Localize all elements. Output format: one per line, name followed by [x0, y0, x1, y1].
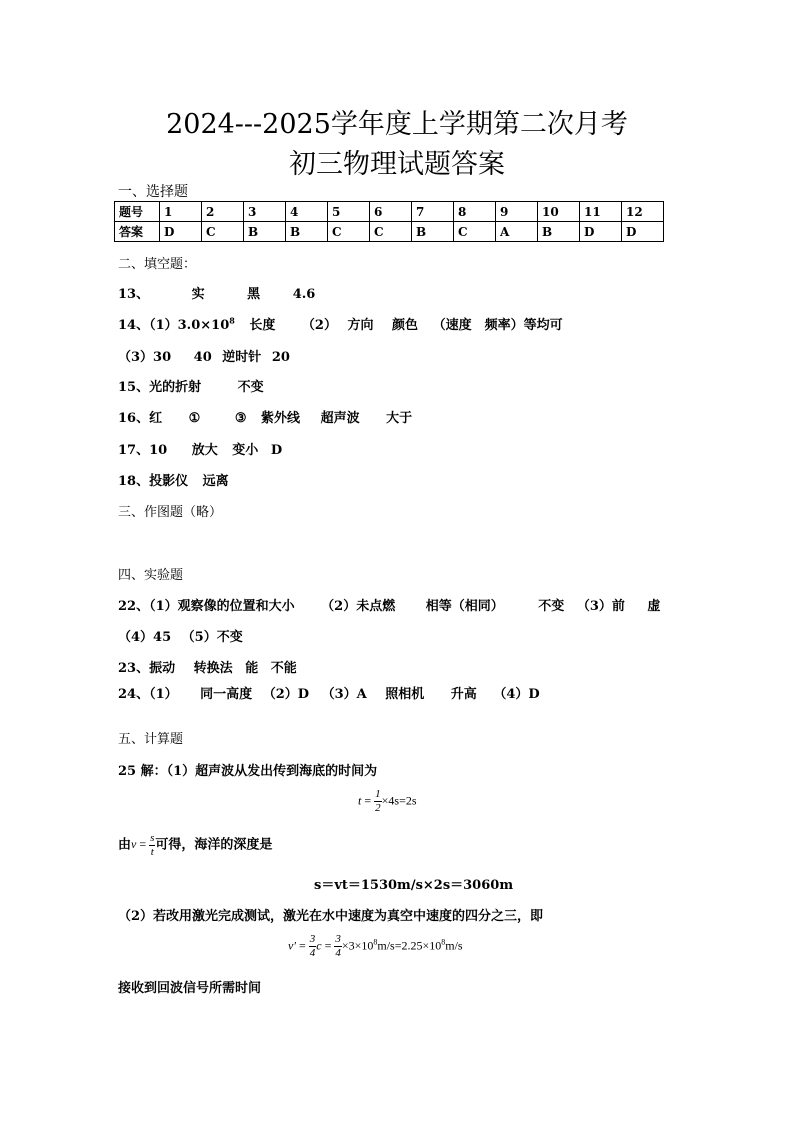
answer-text: 可得，海洋的深度是 — [155, 837, 273, 853]
answer-text: 不变 — [538, 599, 565, 614]
operator: = — [361, 793, 375, 808]
answer-text: 紫外线 — [261, 411, 301, 426]
table-cell: B — [244, 222, 286, 242]
operator: = — [321, 938, 335, 953]
answer-text: （1）观察像的位置和大小 — [149, 599, 295, 614]
answer-line-24 — [118, 683, 540, 702]
section3-heading: 三、作图题（略） — [118, 505, 223, 520]
answer-text: 40 — [193, 350, 212, 365]
table-cell: 7 — [412, 202, 454, 222]
answer-text: 超声波 — [320, 411, 360, 426]
answer-text: （速度 频率）等均可 — [432, 318, 563, 333]
numerator: 3 — [309, 933, 316, 945]
answer-text: 振动 — [149, 661, 176, 676]
circled-three: ③ — [234, 411, 247, 426]
answer-text: （3）30 — [118, 350, 172, 365]
page-title: 2024---2025学年度上学期第二次月考 — [166, 109, 628, 140]
equation-time — [358, 788, 417, 815]
answer-text: 颜色 — [392, 318, 419, 333]
question-number: 18、 — [118, 474, 150, 489]
answer-text: 光的折射 — [149, 380, 202, 395]
circled-one: ① — [188, 411, 201, 426]
answer-text: 实 — [191, 287, 205, 302]
fraction — [334, 933, 342, 960]
exponent: 8 — [441, 937, 446, 947]
table-cell: B — [412, 222, 454, 242]
answer-line-15 — [118, 376, 264, 395]
numerator: 3 — [335, 933, 341, 945]
exponent: 8 — [373, 937, 378, 947]
table-cell: 9 — [496, 202, 538, 222]
answer-line-22b — [118, 626, 243, 645]
q25-final: 接收到回波信号所需时间 — [118, 981, 262, 996]
table-cell: A — [496, 222, 538, 242]
answer-text: D — [270, 443, 283, 458]
answer-text: 同一高度 — [200, 687, 253, 702]
operator: = — [136, 837, 150, 852]
answer-text: 20 — [271, 350, 290, 365]
answer-text: 远离 — [202, 474, 229, 489]
row-label-number: 题号 — [115, 202, 160, 222]
answer-text: 相等（相同） — [425, 599, 504, 614]
table-cell: C — [202, 222, 244, 242]
answer-text: 不能 — [270, 661, 297, 676]
table-cell: 8 — [454, 202, 496, 222]
answer-text: 长度 — [249, 318, 276, 333]
answer-text: 升高 — [450, 687, 477, 702]
question-number: 16、 — [118, 411, 150, 426]
answer-text: 变小 — [232, 443, 259, 458]
answer-text: （4）45 — [118, 630, 172, 645]
answer-text: 大于 — [386, 411, 413, 426]
question-number: 24、 — [118, 687, 150, 702]
table-row-answers — [115, 222, 664, 242]
page-subtitle: 初三物理试题答案 — [289, 149, 505, 180]
table-cell: 5 — [328, 202, 370, 222]
table-cell: D — [622, 222, 664, 242]
table-cell: C — [328, 222, 370, 242]
answer-text: （1） — [149, 687, 178, 702]
table-cell: C — [370, 222, 412, 242]
table-cell: C — [454, 222, 496, 242]
variable: c — [316, 938, 322, 953]
table-cell: 1 — [160, 202, 202, 222]
expression: ×4s=2s — [381, 793, 417, 808]
table-cell: 12 — [622, 202, 664, 222]
table-cell: 3 — [244, 202, 286, 222]
answer-text: 不变 — [237, 380, 264, 395]
answer-line-23 — [118, 657, 297, 676]
question-number: 15、 — [118, 380, 150, 395]
denominator: t — [150, 846, 154, 858]
operator: = — [295, 938, 309, 953]
answer-text: （2）D — [262, 687, 310, 702]
answer-text: （5）不变 — [181, 630, 243, 645]
numerator: 1 — [375, 788, 381, 800]
question-number: 13、 — [118, 287, 150, 302]
fraction — [374, 788, 382, 815]
variable: t — [358, 793, 362, 808]
answer-text: 逆时针 — [222, 350, 262, 365]
expression: ×3×10 — [341, 938, 374, 953]
table-cell: 10 — [538, 202, 580, 222]
denominator: 2 — [375, 802, 381, 814]
variable: v — [131, 837, 137, 852]
answer-text: 方向 — [347, 318, 374, 333]
q25-part2: （2）若改用激光完成测试，激光在水中速度为真空中速度的四分之三，即 — [118, 909, 544, 924]
answer-text: 放大 — [191, 443, 218, 458]
denominator: 4 — [309, 947, 316, 959]
section2-heading: 二、填空题： — [118, 257, 197, 272]
answer-line-18 — [118, 470, 229, 489]
table-cell: B — [286, 222, 328, 242]
question-number: 17、 — [118, 443, 150, 458]
equation-depth: s＝vt＝1530m/s×2s＝3060m — [314, 878, 514, 893]
answer-line-14b — [118, 346, 290, 365]
answer-text: 4.6 — [292, 287, 316, 302]
answer-text: （2）未点燃 — [321, 599, 396, 614]
exponent: 8 — [229, 315, 235, 326]
table-cell: D — [160, 222, 202, 242]
table-row-numbers — [115, 202, 664, 222]
answer-line-22 — [118, 595, 660, 614]
answer-line-17 — [118, 439, 282, 458]
answer-line-16 — [118, 407, 412, 426]
section5-heading: 五、计算题 — [118, 732, 184, 747]
answer-text: 投影仪 — [149, 474, 189, 489]
table-cell: 11 — [580, 202, 622, 222]
answer-text: 黑 — [247, 287, 261, 302]
answer-text: （2） — [301, 318, 337, 333]
answer-text: 能 — [245, 661, 259, 676]
answer-text: （4）D — [493, 687, 540, 702]
answer-line-13 — [118, 283, 315, 302]
table-cell: D — [580, 222, 622, 242]
q25-intro: 25 解：（1）超声波从发出传到海底的时间为 — [118, 764, 378, 779]
answer-text: 10 — [149, 443, 168, 458]
numerator: s — [150, 832, 155, 844]
answer-text: 红 — [149, 411, 163, 426]
equation-laser-speed — [288, 933, 463, 960]
table-cell: B — [538, 222, 580, 242]
table-cell: 4 — [286, 202, 328, 222]
table-cell: 6 — [370, 202, 412, 222]
section1-heading: 一、选择题 — [118, 184, 188, 200]
section4-heading: 四、实验题 — [118, 568, 184, 583]
table-cell: 2 — [202, 202, 244, 222]
answer-table — [114, 201, 664, 242]
answer-text: 由 — [118, 837, 132, 853]
answer-text: （3）前 — [576, 599, 625, 614]
question-number: 14、 — [118, 318, 150, 333]
answer-text: 照相机 — [385, 687, 425, 702]
answer-text: （3）A — [321, 687, 367, 702]
question-number: 22、 — [118, 599, 150, 614]
expression: m/s — [445, 938, 463, 953]
answer-text: 转换法 — [193, 661, 233, 676]
variable: v′ — [288, 938, 296, 953]
expression: m/s=2.25×10 — [377, 938, 442, 953]
row-label-answer: 答案 — [115, 222, 160, 242]
velocity-formula-line — [118, 832, 272, 859]
question-number: 23、 — [118, 661, 150, 676]
answer-text: （1）3.0×10 — [149, 318, 230, 333]
denominator: 4 — [335, 947, 341, 959]
answer-text: 虚 — [647, 599, 661, 614]
answer-line-14 — [118, 314, 563, 333]
